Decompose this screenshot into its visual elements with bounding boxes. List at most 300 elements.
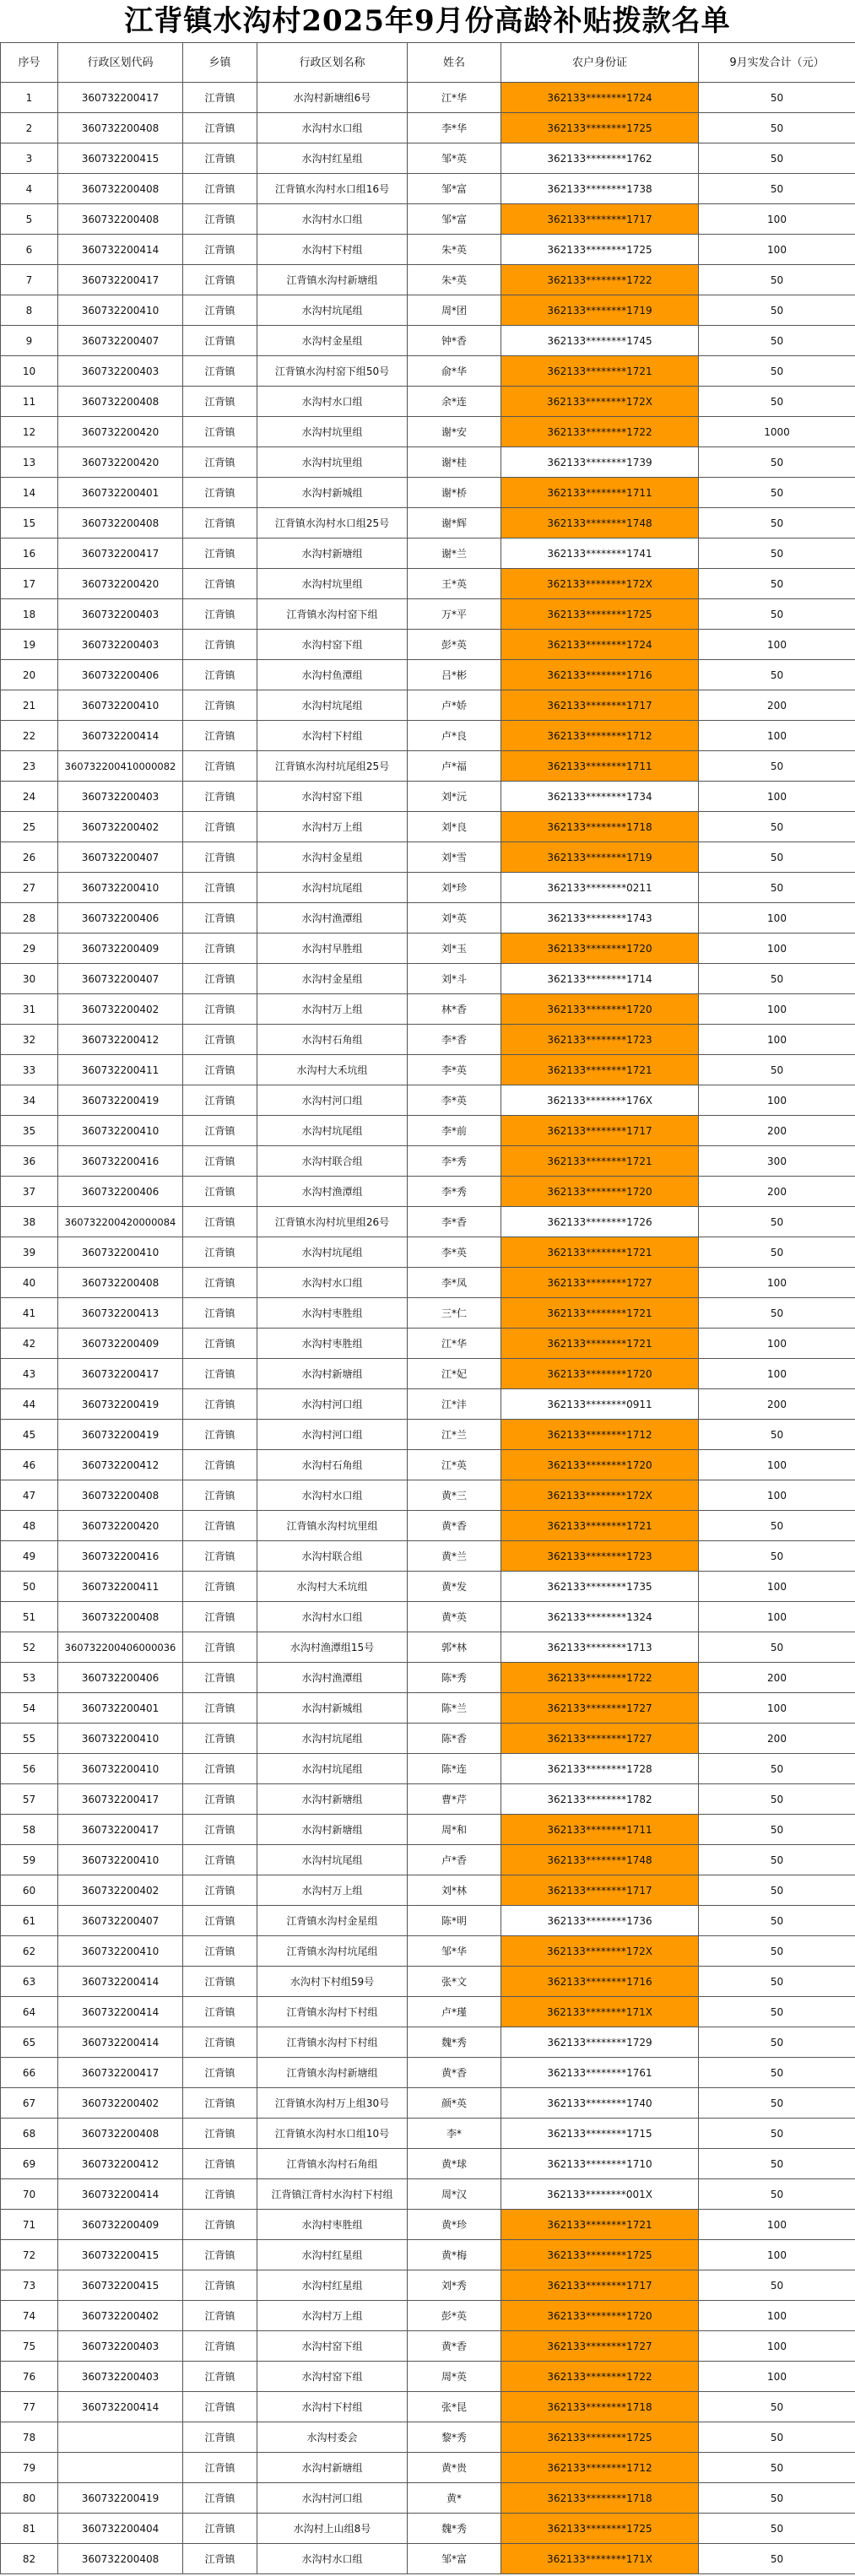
cell-town: 江背镇 [183, 1815, 257, 1845]
table-row [1, 235, 855, 265]
cell-amount: 100 [699, 235, 855, 265]
cell-region-code: 360732200406 [58, 903, 183, 934]
cell-amount: 50 [699, 2149, 855, 2179]
cell-index: 73 [1, 2270, 58, 2301]
cell-region-name: 水沟村枣胜组 [257, 1329, 408, 1359]
cell-id-number: 362133********1718 [501, 2483, 699, 2514]
cell-town: 江背镇 [183, 2331, 257, 2362]
cell-town: 江背镇 [183, 1997, 257, 2027]
cell-region-code: 360732200403 [58, 2362, 183, 2392]
header-name: 姓名 [408, 43, 501, 83]
cell-index: 16 [1, 538, 58, 569]
table-row [1, 2301, 855, 2331]
cell-name: 吕*彬 [408, 660, 501, 690]
cell-region-code: 360732200414 [58, 1967, 183, 1997]
cell-region-name: 水沟村委会 [257, 2422, 408, 2453]
cell-name: 邹*富 [408, 204, 501, 235]
cell-name: 黄*兰 [408, 1541, 501, 1572]
cell-id-number: 362133********1716 [501, 1967, 699, 1997]
cell-town: 江背镇 [183, 964, 257, 994]
table-row [1, 295, 855, 326]
cell-town: 江背镇 [183, 143, 257, 174]
cell-amount: 100 [699, 2301, 855, 2331]
cell-region-name: 水沟村坑尾组 [257, 1754, 408, 1784]
cell-name: 周*团 [408, 295, 501, 326]
cell-region-code: 360732200410 [58, 1845, 183, 1875]
cell-amount: 100 [699, 2331, 855, 2362]
cell-region-code: 360732200419 [58, 1389, 183, 1420]
cell-region-name: 水沟村坑里组 [257, 417, 408, 447]
cell-id-number: 362133********1745 [501, 326, 699, 356]
cell-town: 江背镇 [183, 265, 257, 295]
cell-name: 周*英 [408, 2362, 501, 2392]
cell-amount: 100 [699, 1480, 855, 1511]
cell-index: 6 [1, 235, 58, 265]
cell-region-code: 360732200406 [58, 1177, 183, 1207]
cell-name: 卢*良 [408, 721, 501, 751]
cell-index: 36 [1, 1146, 58, 1177]
cell-id-number: 362133********176X [501, 1085, 699, 1116]
cell-amount: 50 [699, 143, 855, 174]
header-region-code: 行政区划代码 [58, 43, 183, 83]
cell-region-code: 360732200404 [58, 2514, 183, 2544]
cell-region-code: 360732200412 [58, 1450, 183, 1480]
cell-name: 张*昆 [408, 2392, 501, 2422]
cell-name: 颜*英 [408, 2088, 501, 2119]
cell-region-code: 360732200420 [58, 447, 183, 478]
cell-town: 江背镇 [183, 1936, 257, 1967]
cell-name: 刘*良 [408, 812, 501, 842]
subsidy-table [0, 42, 855, 2574]
cell-town: 江背镇 [183, 2179, 257, 2210]
table-row [1, 2392, 855, 2422]
cell-region-name: 水沟村大禾坑组 [257, 1055, 408, 1085]
cell-index: 39 [1, 1237, 58, 1268]
cell-index: 20 [1, 660, 58, 690]
cell-amount: 50 [699, 2088, 855, 2119]
cell-region-name: 水沟村河口组 [257, 1420, 408, 1450]
cell-id-number: 362133********1721 [501, 356, 699, 387]
cell-amount: 50 [699, 964, 855, 994]
cell-region-code: 360732200408 [58, 508, 183, 538]
cell-amount: 50 [699, 2119, 855, 2149]
cell-index: 15 [1, 508, 58, 538]
table-row [1, 1815, 855, 1845]
cell-amount: 50 [699, 2483, 855, 2514]
cell-town: 江背镇 [183, 174, 257, 204]
table-row [1, 1207, 855, 1237]
cell-amount: 50 [699, 538, 855, 569]
cell-name: 李*英 [408, 1085, 501, 1116]
cell-id-number: 362133********1727 [501, 1693, 699, 1724]
cell-amount: 50 [699, 599, 855, 630]
cell-region-code: 360732200408 [58, 2119, 183, 2149]
cell-index: 43 [1, 1359, 58, 1389]
cell-region-code: 360732200407 [58, 1906, 183, 1936]
table-row [1, 569, 855, 599]
table-row [1, 2149, 855, 2179]
cell-id-number: 362133********172X [501, 1480, 699, 1511]
cell-id-number: 362133********1710 [501, 2149, 699, 2179]
cell-region-name: 水沟村枣胜组 [257, 1298, 408, 1329]
cell-region-name: 江背镇水沟村窑下组50号 [257, 356, 408, 387]
cell-region-name: 水沟村坑尾组 [257, 873, 408, 903]
cell-region-code: 360732200403 [58, 782, 183, 812]
cell-id-number: 362133********1721 [501, 1055, 699, 1085]
cell-amount: 200 [699, 1724, 855, 1754]
cell-town: 江背镇 [183, 356, 257, 387]
cell-index: 55 [1, 1724, 58, 1754]
cell-region-code: 360732200409 [58, 934, 183, 964]
cell-id-number: 362133********1713 [501, 1632, 699, 1663]
cell-name: 江*沣 [408, 1389, 501, 1420]
cell-amount: 50 [699, 1541, 855, 1572]
table-row [1, 873, 855, 903]
cell-name: 江*英 [408, 1450, 501, 1480]
cell-id-number: 362133********1721 [501, 1329, 699, 1359]
cell-town: 江背镇 [183, 2544, 257, 2574]
cell-town: 江背镇 [183, 903, 257, 934]
cell-id-number: 362133********1720 [501, 934, 699, 964]
cell-town: 江背镇 [183, 1663, 257, 1693]
cell-town: 江背镇 [183, 1572, 257, 1602]
cell-name: 李*前 [408, 1116, 501, 1146]
cell-name: 刘*雪 [408, 842, 501, 873]
table-row [1, 2544, 855, 2574]
table-row [1, 1359, 855, 1389]
cell-id-number: 362133********1718 [501, 812, 699, 842]
cell-region-code [58, 2453, 183, 2483]
cell-index: 56 [1, 1754, 58, 1784]
cell-town: 江背镇 [183, 2058, 257, 2088]
cell-region-code: 360732200420 [58, 417, 183, 447]
cell-region-name: 水沟村河口组 [257, 1085, 408, 1116]
cell-id-number: 362133********1734 [501, 782, 699, 812]
table-row [1, 1936, 855, 1967]
table-row [1, 660, 855, 690]
cell-name: 余*连 [408, 387, 501, 417]
table-row [1, 721, 855, 751]
cell-region-code: 360732200410 [58, 690, 183, 721]
cell-id-number: 362133********1762 [501, 143, 699, 174]
cell-amount: 50 [699, 83, 855, 113]
cell-town: 江背镇 [183, 1967, 257, 1997]
table-row [1, 356, 855, 387]
cell-index: 19 [1, 630, 58, 660]
cell-region-code: 360732200414 [58, 2392, 183, 2422]
cell-town: 江背镇 [183, 721, 257, 751]
cell-index: 79 [1, 2453, 58, 2483]
cell-name: 刘*沅 [408, 782, 501, 812]
cell-region-code: 360732200403 [58, 356, 183, 387]
cell-town: 江背镇 [183, 842, 257, 873]
table-row [1, 1146, 855, 1177]
cell-region-code: 360732200408 [58, 1268, 183, 1298]
cell-name: 谢*辉 [408, 508, 501, 538]
cell-amount: 50 [699, 1784, 855, 1815]
cell-region-name: 水沟村新城组 [257, 478, 408, 508]
cell-region-code: 360732200420000084 [58, 1207, 183, 1237]
cell-region-name: 水沟村红星组 [257, 2240, 408, 2270]
cell-town: 江背镇 [183, 1875, 257, 1906]
cell-region-code: 360732200409 [58, 2210, 183, 2240]
cell-id-number: 362133********1722 [501, 2362, 699, 2392]
cell-amount: 50 [699, 2392, 855, 2422]
cell-id-number: 362133********1717 [501, 1875, 699, 1906]
table-row [1, 1572, 855, 1602]
cell-index: 60 [1, 1875, 58, 1906]
cell-id-number: 362133********1729 [501, 2027, 699, 2058]
cell-region-code: 360732200408 [58, 1602, 183, 1632]
cell-name: 黄*香 [408, 2058, 501, 2088]
cell-town: 江背镇 [183, 1480, 257, 1511]
cell-id-number: 362133********1739 [501, 447, 699, 478]
cell-name: 卢*福 [408, 751, 501, 782]
cell-region-code: 360732200410 [58, 1724, 183, 1754]
cell-index: 50 [1, 1572, 58, 1602]
cell-name: 彭*英 [408, 2301, 501, 2331]
cell-amount: 50 [699, 447, 855, 478]
cell-town: 江背镇 [183, 2362, 257, 2392]
cell-amount: 200 [699, 1177, 855, 1207]
cell-amount: 50 [699, 2514, 855, 2544]
cell-region-name: 水沟村下村组 [257, 235, 408, 265]
table-row [1, 1997, 855, 2027]
cell-name: 谢*安 [408, 417, 501, 447]
cell-index: 30 [1, 964, 58, 994]
cell-region-code: 360732200414 [58, 2027, 183, 2058]
cell-amount: 50 [699, 1207, 855, 1237]
cell-town: 江背镇 [183, 994, 257, 1025]
cell-index: 46 [1, 1450, 58, 1480]
cell-region-code: 360732200420 [58, 1511, 183, 1541]
cell-name: 李*英 [408, 1237, 501, 1268]
cell-amount: 50 [699, 1936, 855, 1967]
cell-index: 45 [1, 1420, 58, 1450]
cell-region-name: 水沟村石角组 [257, 1450, 408, 1480]
cell-id-number: 362133********1720 [501, 2301, 699, 2331]
cell-name: 郭*林 [408, 1632, 501, 1663]
table-row [1, 782, 855, 812]
cell-index: 32 [1, 1025, 58, 1055]
table-row [1, 1055, 855, 1085]
cell-region-name: 水沟村渔潭组15号 [257, 1632, 408, 1663]
cell-index: 80 [1, 2483, 58, 2514]
table-row [1, 630, 855, 660]
cell-region-name: 水沟村水口组 [257, 2544, 408, 2574]
table-row [1, 417, 855, 447]
cell-name: 黄*球 [408, 2149, 501, 2179]
table-header-row [1, 43, 855, 83]
cell-region-name: 水沟村金星组 [257, 326, 408, 356]
cell-name: 王*英 [408, 569, 501, 599]
cell-index: 82 [1, 2544, 58, 2574]
cell-region-name: 水沟村枣胜组 [257, 2210, 408, 2240]
cell-region-code: 360732200411 [58, 1055, 183, 1085]
table-row [1, 174, 855, 204]
cell-name: 卢*娇 [408, 690, 501, 721]
cell-region-code: 360732200401 [58, 478, 183, 508]
cell-region-name: 水沟村坑里组 [257, 447, 408, 478]
cell-amount: 100 [699, 1359, 855, 1389]
cell-index: 70 [1, 2179, 58, 2210]
cell-amount: 50 [699, 478, 855, 508]
cell-amount: 50 [699, 1906, 855, 1936]
cell-id-number: 362133********171X [501, 2544, 699, 2574]
cell-town: 江背镇 [183, 1298, 257, 1329]
table-row [1, 1268, 855, 1298]
cell-name: 谢*桂 [408, 447, 501, 478]
cell-town: 江背镇 [183, 295, 257, 326]
cell-amount: 1000 [699, 417, 855, 447]
cell-region-code: 360732200403 [58, 2331, 183, 2362]
cell-region-code: 360732200420 [58, 569, 183, 599]
cell-id-number: 362133********1723 [501, 1025, 699, 1055]
cell-index: 33 [1, 1055, 58, 1085]
cell-amount: 100 [699, 2240, 855, 2270]
cell-region-code: 360732200415 [58, 143, 183, 174]
cell-region-name: 水沟村窑下组 [257, 630, 408, 660]
cell-region-code: 360732200414 [58, 1997, 183, 2027]
cell-id-number: 362133********1743 [501, 903, 699, 934]
cell-town: 江背镇 [183, 599, 257, 630]
cell-amount: 100 [699, 1085, 855, 1116]
cell-id-number: 362133********1738 [501, 174, 699, 204]
cell-id-number: 362133********1720 [501, 1450, 699, 1480]
table-row [1, 113, 855, 143]
table-row [1, 1602, 855, 1632]
cell-amount: 50 [699, 326, 855, 356]
cell-region-code: 360732200414 [58, 721, 183, 751]
cell-index: 28 [1, 903, 58, 934]
cell-town: 江背镇 [183, 2270, 257, 2301]
cell-name: 朱*英 [408, 235, 501, 265]
table-row [1, 751, 855, 782]
cell-name: 黄* [408, 2483, 501, 2514]
cell-index: 35 [1, 1116, 58, 1146]
cell-name: 李* [408, 2119, 501, 2149]
table-row [1, 1632, 855, 1663]
cell-name: 李*香 [408, 1207, 501, 1237]
table-row [1, 2210, 855, 2240]
cell-name: 黄*香 [408, 1511, 501, 1541]
cell-town: 江背镇 [183, 1237, 257, 1268]
table-row [1, 2027, 855, 2058]
cell-index: 31 [1, 994, 58, 1025]
cell-id-number: 362133********1717 [501, 690, 699, 721]
cell-region-code: 360732200408 [58, 174, 183, 204]
cell-id-number: 362133********1718 [501, 2392, 699, 2422]
cell-id-number: 362133********172X [501, 569, 699, 599]
cell-id-number: 362133********1727 [501, 1268, 699, 1298]
cell-index: 10 [1, 356, 58, 387]
cell-region-name: 江背镇水沟村坑尾组 [257, 1936, 408, 1967]
cell-town: 江背镇 [183, 2392, 257, 2422]
cell-index: 44 [1, 1389, 58, 1420]
table-row [1, 1754, 855, 1784]
cell-town: 江背镇 [183, 326, 257, 356]
table-row [1, 2331, 855, 2362]
cell-index: 26 [1, 842, 58, 873]
table-row [1, 1906, 855, 1936]
table-body [1, 83, 855, 2574]
cell-amount: 50 [699, 2058, 855, 2088]
cell-amount: 50 [699, 842, 855, 873]
cell-name: 黄*珍 [408, 2210, 501, 2240]
cell-name: 江*兰 [408, 1420, 501, 1450]
cell-index: 38 [1, 1207, 58, 1237]
cell-town: 江背镇 [183, 508, 257, 538]
cell-town: 江背镇 [183, 690, 257, 721]
cell-region-code: 360732200406 [58, 1663, 183, 1693]
cell-name: 魏*秀 [408, 2514, 501, 2544]
cell-town: 江背镇 [183, 2027, 257, 2058]
cell-region-name: 水沟村河口组 [257, 1389, 408, 1420]
cell-id-number: 362133********1712 [501, 721, 699, 751]
cell-name: 邹*富 [408, 174, 501, 204]
cell-id-number: 362133********1712 [501, 2453, 699, 2483]
cell-id-number: 362133********001X [501, 2179, 699, 2210]
cell-name: 周*和 [408, 1815, 501, 1845]
cell-index: 17 [1, 569, 58, 599]
cell-region-name: 水沟村水口组 [257, 113, 408, 143]
cell-region-code: 360732200402 [58, 994, 183, 1025]
table-row [1, 1845, 855, 1875]
cell-amount: 200 [699, 690, 855, 721]
cell-town: 江背镇 [183, 538, 257, 569]
cell-index: 18 [1, 599, 58, 630]
table-row [1, 538, 855, 569]
cell-town: 江背镇 [183, 1268, 257, 1298]
cell-amount: 50 [699, 2027, 855, 2058]
cell-amount: 50 [699, 1997, 855, 2027]
cell-id-number: 362133********1782 [501, 1784, 699, 1815]
cell-amount: 100 [699, 2210, 855, 2240]
cell-id-number: 362133********1727 [501, 2331, 699, 2362]
cell-name: 万*平 [408, 599, 501, 630]
cell-town: 江背镇 [183, 417, 257, 447]
cell-name: 黄*梅 [408, 2240, 501, 2270]
table-row [1, 1420, 855, 1450]
cell-index: 57 [1, 1784, 58, 1815]
table-row [1, 2483, 855, 2514]
cell-id-number: 362133********1721 [501, 1298, 699, 1329]
cell-name: 三*仁 [408, 1298, 501, 1329]
cell-town: 江背镇 [183, 2453, 257, 2483]
cell-amount: 200 [699, 1389, 855, 1420]
cell-name: 江*华 [408, 1329, 501, 1359]
cell-town: 江背镇 [183, 1511, 257, 1541]
cell-region-name: 水沟村渔潭组 [257, 903, 408, 934]
cell-region-name: 水沟村坑里组 [257, 569, 408, 599]
cell-name: 黎*秀 [408, 2422, 501, 2453]
cell-name: 黄*英 [408, 1602, 501, 1632]
cell-region-name: 水沟村金星组 [257, 842, 408, 873]
cell-index: 41 [1, 1298, 58, 1329]
cell-region-code: 360732200410 [58, 1116, 183, 1146]
cell-amount: 50 [699, 812, 855, 842]
cell-id-number: 362133********172X [501, 387, 699, 417]
cell-town: 江背镇 [183, 2210, 257, 2240]
cell-region-code: 360732200402 [58, 2301, 183, 2331]
cell-region-code: 360732200408 [58, 204, 183, 235]
cell-name: 陈*秀 [408, 1663, 501, 1693]
table-row [1, 2240, 855, 2270]
cell-region-name: 水沟村新塘组 [257, 1815, 408, 1845]
cell-region-name: 水沟村大禾坑组 [257, 1572, 408, 1602]
cell-town: 江背镇 [183, 1329, 257, 1359]
cell-region-name: 水沟村红星组 [257, 143, 408, 174]
